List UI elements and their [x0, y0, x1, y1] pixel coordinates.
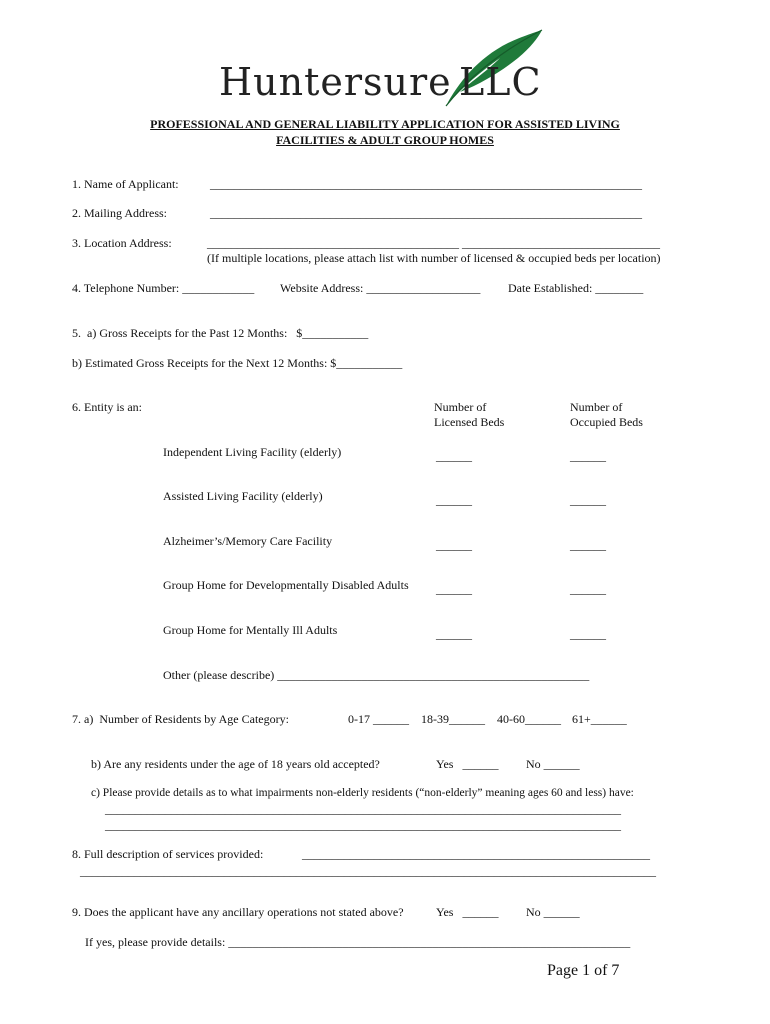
q7b-yes-field[interactable]: Yes ______	[436, 757, 499, 771]
q6-col-occupied-line2: Occupied Beds	[570, 415, 643, 429]
q8-services-line-2[interactable]: ________________________________________________________________________________________________	[80, 864, 656, 878]
title-line-1: PROFESSIONAL AND GENERAL LIABILITY APPLICATION FOR ASSISTED LIVING	[150, 117, 620, 131]
q3-location-field[interactable]: __________________________________________ _________________________________	[207, 236, 660, 250]
q2-mailing-field[interactable]: ________________________________________________________________________	[210, 206, 642, 220]
q4-website-field[interactable]: Website Address: ___________________	[280, 281, 481, 295]
q7c-answer-line-2[interactable]: ______________________________________________________________________________________	[105, 818, 621, 832]
q8-label: 8. Full description of services provided:	[72, 847, 264, 861]
q4-established-field[interactable]: Date Established: ________	[508, 281, 644, 295]
entity-label: Independent Living Facility (elderly)	[163, 445, 342, 459]
occupied-beds-field[interactable]: ______	[570, 627, 606, 641]
q7a-age-61-plus-field[interactable]: 61+______	[572, 712, 627, 726]
q6-label: 6. Entity is an:	[72, 400, 142, 414]
q9-label: 9. Does the applicant have any ancillary operations not stated above?	[72, 905, 404, 919]
logo-llc: LLC	[459, 60, 542, 104]
q1-label: 1. Name of Applicant:	[72, 177, 179, 191]
q7b-no-field[interactable]: No ______	[526, 757, 580, 771]
page-number: Page 1 of 7	[547, 962, 620, 979]
entity-label: Alzheimer’s/Memory Care Facility	[163, 534, 333, 548]
q9-yes-field[interactable]: Yes ______	[436, 905, 499, 919]
q7a-age-0-17-field[interactable]: 0-17 ______	[348, 712, 409, 726]
entity-label: Assisted Living Facility (elderly)	[163, 489, 323, 503]
q7c-answer-line-1[interactable]: ______________________________________________________________________________________	[105, 802, 621, 816]
licensed-beds-field[interactable]: ______	[436, 493, 472, 507]
occupied-beds-field[interactable]: ______	[570, 493, 606, 507]
q7b-label: b) Are any residents under the age of 18 years old accepted?	[91, 757, 380, 771]
q7a-age-40-60-field[interactable]: 40-60______	[497, 712, 561, 726]
occupied-beds-field[interactable]: ______	[570, 538, 606, 552]
q3-note: (If multiple locations, please attach list with number of licensed & occupied beds per location)	[207, 251, 661, 265]
q6-other-field[interactable]: Other (please describe) ____________________________________________________	[163, 668, 590, 682]
entity-label: Group Home for Mentally Ill Adults	[163, 623, 338, 637]
q6-col-occupied-line1: Number of	[570, 400, 623, 414]
entity-label: Group Home for Developmentally Disabled Adults	[163, 578, 409, 592]
occupied-beds-field[interactable]: ______	[570, 582, 606, 596]
licensed-beds-field[interactable]: ______	[436, 582, 472, 596]
q7c-label: c) Please provide details as to what impairments non-elderly residents (“non-elderly” meaning ages 60 and less) have:	[91, 787, 634, 799]
q6-col-licensed-line2: Licensed Beds	[434, 415, 505, 429]
licensed-beds-field[interactable]: ______	[436, 627, 472, 641]
q1-name-field[interactable]: ________________________________________________________________________	[210, 177, 642, 191]
q7a-age-18-39-field[interactable]: 18-39______	[421, 712, 485, 726]
logo-company-word: Huntersure	[219, 60, 452, 104]
licensed-beds-field[interactable]: ______	[436, 538, 472, 552]
occupied-beds-field[interactable]: ______	[570, 449, 606, 463]
q3-label: 3. Location Address:	[72, 236, 172, 250]
q7a-label: 7. a) Number of Residents by Age Category:	[72, 712, 289, 726]
q6-col-licensed-line1: Number of	[434, 400, 487, 414]
q2-label: 2. Mailing Address:	[72, 206, 167, 220]
q8-services-field[interactable]: __________________________________________________________	[302, 847, 650, 861]
licensed-beds-field[interactable]: ______	[436, 449, 472, 463]
q5b-estimated-receipts-field[interactable]: b) Estimated Gross Receipts for the Next 12 Months: $___________	[72, 356, 403, 370]
q9-details-field[interactable]: If yes, please provide details: ___________________________________________________________________	[85, 935, 631, 949]
q4-telephone-field[interactable]: 4. Telephone Number: ____________	[72, 281, 255, 295]
q5a-gross-receipts-field[interactable]: 5. a) Gross Receipts for the Past 12 Months: $___________	[72, 326, 369, 340]
q9-no-field[interactable]: No ______	[526, 905, 580, 919]
title-line-2: FACILITIES & ADULT GROUP HOMES	[276, 133, 494, 147]
